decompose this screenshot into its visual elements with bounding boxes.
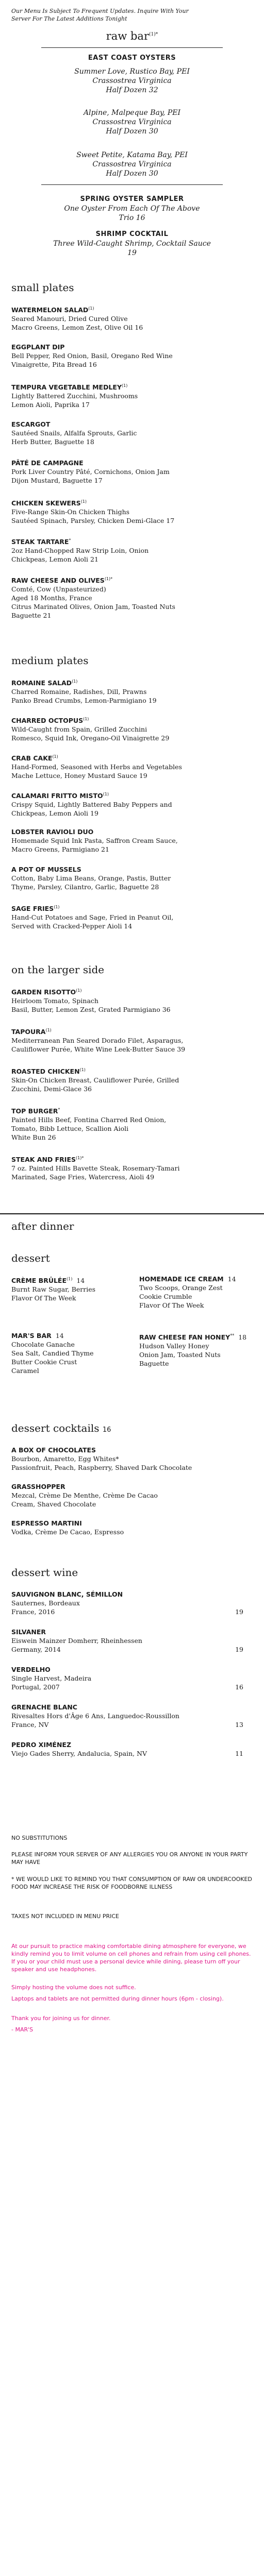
menu-item <box>11 459 254 485</box>
cocktail-desc: Bourbon, Amaretto, Egg Whites* Passionfruit, Peach, Raspberry, Shaved Dark Chocolate <box>11 1455 192 1471</box>
item-mark: (1) <box>72 679 78 684</box>
policy-paragraph: Thank you for joining us for dinner. <box>11 2015 111 2022</box>
item-name: TOP BURGER <box>11 1107 58 1115</box>
item-desc: Wild-Caught from Spain, Grilled Zucchini Romesco, Squid Ink, Oregano-Oil Vinaigrette 29 <box>11 725 170 742</box>
item-desc: Sautéed Snails, Alfalfa Sprouts, Garlic Herb Butter, Baguette 18 <box>11 429 137 446</box>
dessert-item <box>139 1331 258 1368</box>
item-name: CHARRED OCTOPUS <box>11 717 84 725</box>
item-name: LOBSTER RAVIOLI DUO <box>11 828 94 836</box>
wine-desc: Viejo Gades Sherry, Andalucia, Spain, NV <box>11 1750 147 1757</box>
menu-item <box>11 827 254 854</box>
dessert-item <box>11 1331 130 1375</box>
menu-item <box>11 865 254 891</box>
after-dinner-heading: after dinner <box>11 1220 74 1232</box>
cocktail-desc: Mezcal, Crème De Menthe, Crème De Cacao Cream, Shaved Chocolate <box>11 1492 158 1508</box>
dessert-desc: Chocolate Ganache Sea Salt, Candied Thyme Butter Cookie Crust Caramel <box>11 1341 94 1375</box>
wine-price: 19 <box>235 1646 243 1653</box>
item-name: RAW CHEESE AND OLIVES <box>11 577 105 585</box>
wine-name: SAUVIGNON BLANC, SÉMILLON <box>11 1590 123 1598</box>
oyster-2-price: Half Dozen 30 <box>106 127 158 135</box>
wine-item <box>11 1740 254 1758</box>
item-desc: Seared Manouri, Dried Cured Olive Macro Greens, Lemon Zest, Olive Oil 16 <box>11 315 143 332</box>
menu-item <box>11 381 254 409</box>
wine-name: VERDELHO <box>11 1666 51 1673</box>
dessert-price: 14 <box>55 1332 64 1340</box>
wine-price: 13 <box>235 1721 243 1728</box>
sampler-price: Trio 16 <box>119 214 145 222</box>
sampler-desc: One Oyster From Each Of The Above <box>64 205 200 213</box>
wine-name: SILVANER <box>11 1628 46 1636</box>
raw-bar-marker: (1)* <box>148 32 158 37</box>
menu-item <box>11 986 254 1014</box>
raw-bar-title: raw bar <box>106 30 149 42</box>
menu-item <box>11 343 254 369</box>
item-name: EGGPLANT DIP <box>11 343 65 351</box>
wine-price: 19 <box>235 1608 243 1616</box>
policy-paragraph: Laptops and tablets are not permitted during dinner hours (6pm - closing). <box>11 1995 224 2002</box>
item-desc: 7 oz. Painted Hills Bavette Steak, Rosemary-Tamari Marinated, Sage Fries, Watercress, Aioli 49 <box>11 1164 180 1181</box>
larger-side-heading: on the larger side <box>11 963 105 976</box>
item-name: CRAB CAKE <box>11 754 53 762</box>
item-mark: (1) <box>80 499 87 504</box>
menu-item <box>11 420 254 446</box>
dessert-name: MAR'S BAR <box>11 1332 52 1340</box>
item-mark: (1)* <box>104 577 113 581</box>
item-desc: Crispy Squid, Lightly Battered Baby Peppers and Chickpeas, Lemon Aioli 19 <box>11 801 172 818</box>
dessert-mark: (1) <box>67 1277 73 1281</box>
item-name: ROMAINE SALAD <box>11 679 72 687</box>
item-mark: (1) <box>52 754 58 759</box>
wine-item <box>11 1703 254 1729</box>
item-name: STEAK AND FRIES <box>11 1156 76 1164</box>
cocktail-item <box>11 1519 254 1536</box>
item-desc: Cotton, Baby Lima Beans, Orange, Pastis, Butter Thyme, Parsley, Cilantro, Garlic, Baguette 28 <box>11 874 171 891</box>
oyster-3-species: Crassostrea Virginica <box>92 160 172 168</box>
item-name: GARDEN RISOTTO <box>11 988 76 996</box>
item-name: TAPOURA <box>11 1028 46 1036</box>
item-name: PÂTÉ DE CAMPAGNE <box>11 459 84 467</box>
footnote: TAXES NOT INCLUDED IN MENU PRICE <box>11 1913 119 1920</box>
item-mark: (1)* <box>76 1156 84 1160</box>
wine-desc: Sauternes, Bordeaux France, 2016 <box>11 1599 80 1616</box>
wine-price: 16 <box>235 1683 243 1691</box>
menu-item <box>11 790 254 818</box>
item-name: ROASTED CHICKEN <box>11 1067 80 1076</box>
item-desc: Heirloom Tomato, Spinach Basil, Butter, Lemon Zest, Grated Parmigiano 36 <box>11 997 171 1014</box>
item-desc: Comté, Cow (Unpasteurized) Aged 18 Months, France Citrus Marinated Olives, Onion Jam, Toasted Nuts Baguette 21 <box>11 585 175 620</box>
dessert-name: HOMEMADE ICE CREAM <box>139 1275 224 1283</box>
policy-paragraph: Simply hosting the volume does not suffice. <box>11 1984 136 1991</box>
wine-item <box>11 1590 254 1616</box>
shrimp-cocktail-price: 19 <box>127 249 137 257</box>
dessert-desc: Hudson Valley Honey Onion Jam, Toasted Nuts Baguette <box>139 1342 221 1368</box>
item-desc: Homemade Squid Ink Pasta, Saffron Cream Sauce, Macro Greens, Parmigiano 21 <box>11 837 178 853</box>
small-plates-heading: small plates <box>11 281 74 294</box>
cocktail-name: ESPRESSO MARTINI <box>11 1519 82 1527</box>
east-coast-heading: EAST COAST OYSTERS <box>88 54 176 62</box>
shrimp-cocktail-desc: Three Wild-Caught Shrimp, Cocktail Sauce <box>53 240 211 248</box>
item-name: CALAMARI FRITTO MISTO <box>11 792 103 800</box>
item-mark: (1) <box>79 1067 86 1072</box>
oyster-2-species: Crassostrea Virginica <box>92 118 172 126</box>
oyster-3-name: Sweet Petite, Katama Bay, PEI <box>76 151 188 159</box>
dessert-desc: Two Scoops, Orange Zest Cookie Crumble Flavor Of The Week <box>139 1284 223 1309</box>
dessert-name: RAW CHEESE FAN HONEY <box>139 1333 230 1342</box>
footnote: * WE WOULD LIKE TO REMIND YOU THAT CONSUMPTION OF RAW OR UNDERCOOKED FOOD MAY INCREASE THE RISK OF FOODBORNE ILLNESS <box>11 1876 252 1890</box>
dessert-cocktails-price: 16 <box>102 1426 111 1434</box>
item-name: ESCARGOT <box>11 420 51 428</box>
item-name: A POT OF MUSSELS <box>11 866 81 873</box>
menu-item <box>11 1026 254 1054</box>
cocktail-desc: Vodka, Crème De Cacao, Espresso <box>11 1528 124 1536</box>
divider <box>41 184 223 185</box>
divider <box>41 47 223 48</box>
item-name: STEAK TARTARE <box>11 538 69 546</box>
raw-bar-heading <box>0 30 264 42</box>
cocktail-name: A BOX OF CHOCOLATES <box>11 1446 96 1454</box>
menu-item <box>11 536 254 564</box>
wine-item <box>11 1665 254 1691</box>
wine-desc: Single Harvest, Madeira Portugal, 2007 <box>11 1674 92 1691</box>
menu-item <box>11 574 254 620</box>
item-mark: (1) <box>54 905 60 909</box>
wine-name: GRENACHE BLANC <box>11 1703 77 1711</box>
menu-update-notice: Our Menu Is Subject To Frequent Updates. Inquire With Your Server For The Latest Additions Tonight <box>11 8 189 22</box>
item-mark: (1) <box>88 306 94 311</box>
item-name: WATERMELON SALAD <box>11 306 89 314</box>
menu-item <box>11 497 254 525</box>
dessert-price: 14 <box>76 1277 85 1285</box>
wine-price: 11 <box>235 1750 243 1757</box>
item-mark: (1) <box>76 988 82 993</box>
item-desc: Skin-On Chicken Breast, Cauliflower Purée, Grilled Zucchini, Demi-Glace 36 <box>11 1076 179 1093</box>
menu-item <box>11 304 254 332</box>
item-mark: (1) <box>122 383 128 388</box>
oyster-1-name: Summer Love, Rustico Bay, PEI <box>74 67 190 76</box>
dessert-price: 14 <box>227 1275 236 1283</box>
item-desc: Charred Romaine, Radishes, Dill, Prawns Panko Bread Crumbs, Lemon-Parmigiano 19 <box>11 688 157 705</box>
wine-desc: Rivesaltes Hors d'Âge 6 Ans, Languedoc-Roussillon France, NV <box>11 1712 179 1728</box>
oyster-2-name: Alpine, Malpeque Bay, PEI <box>83 109 181 117</box>
section-divider <box>0 1213 264 1214</box>
dessert-cocktails-title: dessert cocktails <box>11 1422 100 1434</box>
dessert-item <box>11 1275 130 1302</box>
item-name: TEMPURA VEGETABLE MEDLEY <box>11 383 122 392</box>
item-mark: * <box>69 538 71 543</box>
item-desc: 2oz Hand-Chopped Raw Strip Loin, Onion Chickpeas, Lemon Aioli 21 <box>11 547 149 564</box>
item-desc: Hand-Formed, Seasoned with Herbs and Vegetables Mache Lettuce, Honey Mustard Sauce 19 <box>11 763 182 780</box>
menu-item <box>11 752 254 780</box>
item-desc: Hand-Cut Potatoes and Sage, Fried in Peanut Oil, Served with Cracked-Pepper Aioli 14 <box>11 913 174 930</box>
dessert-desc: Burnt Raw Sugar, Berries Flavor Of The Week <box>11 1285 96 1302</box>
cocktail-name: GRASSHOPPER <box>11 1483 65 1490</box>
item-mark: * <box>58 1107 60 1112</box>
dessert-name: CRÈME BRÛLÉE <box>11 1277 67 1285</box>
wine-desc: Eiswein Mainzer Domherr, Rheinhessen Germany, 2014 <box>11 1637 142 1653</box>
item-mark: (1) <box>103 792 109 796</box>
item-desc: Lightly Battered Zucchini, Mushrooms Lemon Aioli, Paprika 17 <box>11 392 138 409</box>
dessert-cocktails-heading <box>11 1422 111 1434</box>
item-desc: Five-Range Skin-On Chicken Thighs Sautéed Spinach, Parsley, Chicken Demi-Glace 17 <box>11 508 175 525</box>
item-desc: Pork Liver Country Pâté, Cornichons, Onion Jam Dijon Mustard, Baguette 17 <box>11 468 170 484</box>
item-desc: Bell Pepper, Red Onion, Basil, Oregano Red Wine Vinaigrette, Pita Bread 16 <box>11 352 173 368</box>
menu-item <box>11 1065 254 1093</box>
sampler-name: SPRING OYSTER SAMPLER <box>80 195 184 203</box>
oyster-1-price: Half Dozen 32 <box>106 86 158 94</box>
dessert-heading: dessert <box>11 1252 50 1264</box>
dessert-item <box>139 1275 258 1310</box>
wine-item <box>11 1628 254 1654</box>
item-mark: (1) <box>45 1028 52 1032</box>
footnote: PLEASE INFORM YOUR SERVER OF ANY ALLERGIES YOU OR ANYONE IN YOUR PARTY MAY HAVE <box>11 1851 248 1866</box>
dessert-wine-heading: dessert wine <box>11 1566 78 1579</box>
cocktail-item <box>11 1482 254 1509</box>
oyster-3-price: Half Dozen 30 <box>106 170 158 178</box>
policy-paragraph: At our pursuit to practice making comfortable dining atmosphere for everyone, we kindly remind you to limit volume on cell phones and refrain from using cell phones. If you or your child must use a personal device while dining, please turn off your speaker and use headphones. <box>11 1943 251 1973</box>
footnote: NO SUBSTITUTIONS <box>11 1835 68 1841</box>
menu-item <box>11 715 254 742</box>
oyster-1-species: Crassostrea Virginica <box>92 77 172 85</box>
shrimp-cocktail-name: SHRIMP COCKTAIL <box>95 230 169 238</box>
menu-item <box>11 1154 254 1181</box>
item-name: CHICKEN SKEWERS <box>11 499 81 507</box>
menu-item <box>11 1105 254 1142</box>
item-desc: Painted Hills Beef, Fontina Charred Red Onion, Tomato, Bibb Lettuce, Scallion Aioli White Bun 26 <box>11 1116 167 1142</box>
menu-item <box>11 903 254 930</box>
item-mark: (1) <box>83 717 89 721</box>
dessert-mark: ** <box>230 1333 235 1338</box>
menu-item <box>11 677 254 705</box>
cocktail-item <box>11 1446 254 1472</box>
wine-name: PEDRO XIMÉNEZ <box>11 1741 72 1749</box>
dessert-price: 18 <box>238 1333 247 1342</box>
item-desc: Mediterranean Pan Seared Dorado Filet, Asparagus, Cauliflower Purée, White Wine Leek-Butter Sauce 39 <box>11 1037 186 1054</box>
medium-plates-heading: medium plates <box>11 654 89 667</box>
item-name: SAGE FRIES <box>11 905 54 913</box>
policy-paragraph: - MAR'S <box>11 2026 34 2033</box>
